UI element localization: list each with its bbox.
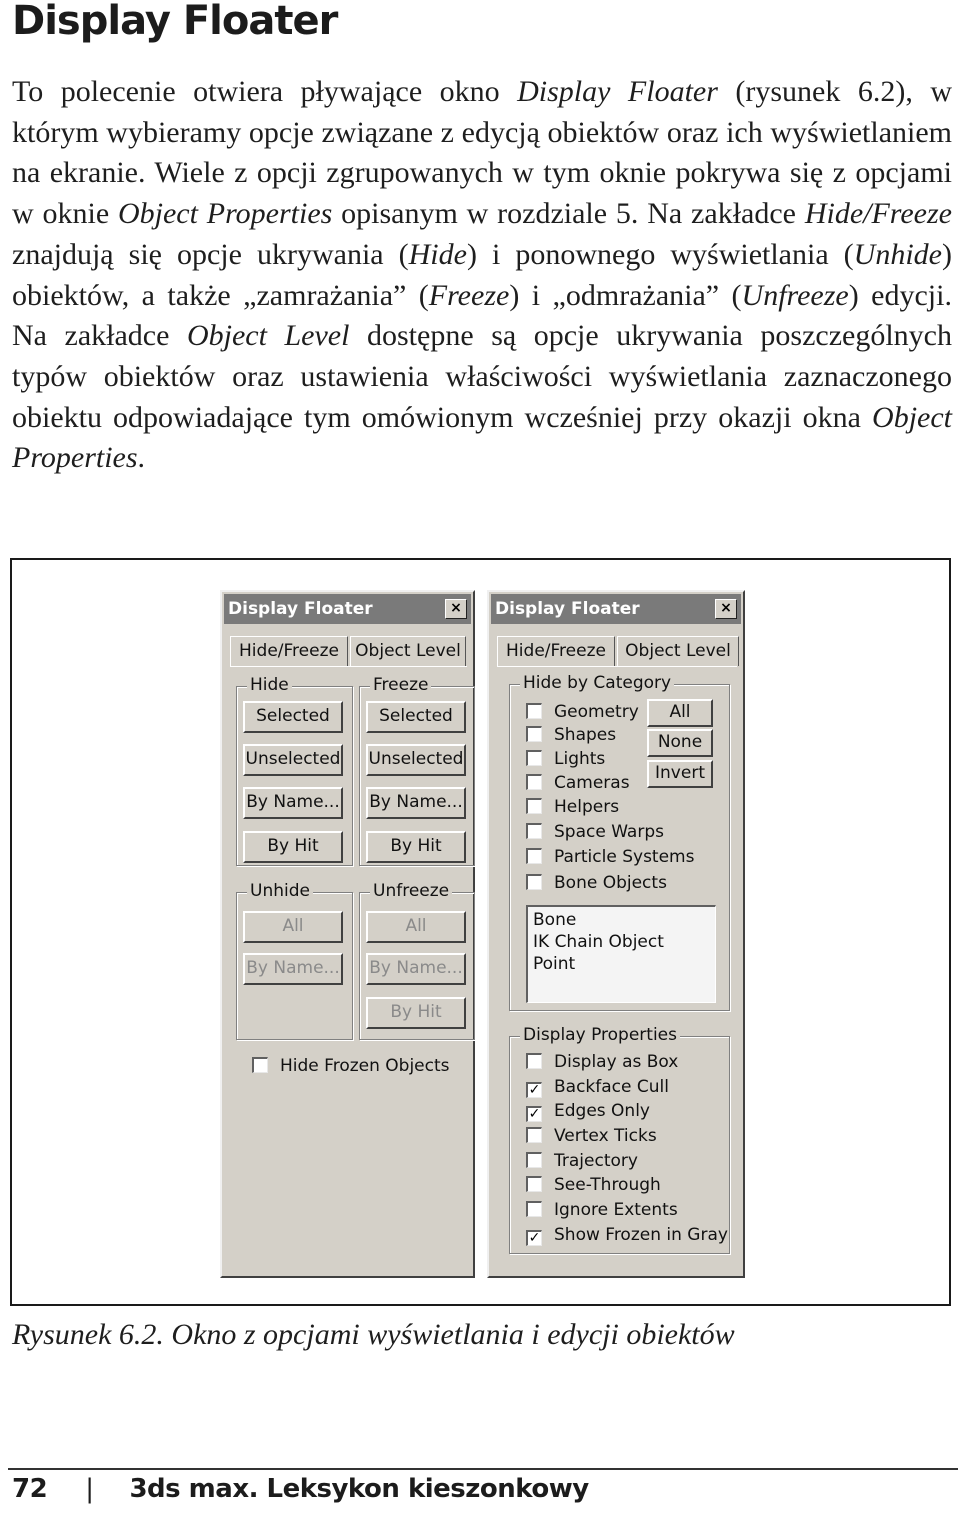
dialog-title: Display Floater (228, 599, 373, 619)
checkbox-unchecked-icon[interactable] (526, 1176, 542, 1192)
freeze-group (359, 675, 475, 866)
page-footer (12, 1474, 589, 1504)
object-type-list[interactable] (526, 905, 716, 1003)
category-shapes-checkbox[interactable] (526, 724, 616, 746)
checkbox-unchecked-icon[interactable] (526, 1127, 542, 1143)
hide-by-category-group (509, 673, 730, 1011)
unfreeze-group (359, 881, 475, 1040)
unhide-group-label: Unhide (247, 881, 313, 901)
list-item[interactable]: IK Chain Object (533, 932, 664, 952)
checkbox-label: Space Warps (554, 822, 664, 842)
unfreeze-all-button[interactable]: All (366, 911, 466, 943)
checkbox-label: Helpers (554, 797, 620, 817)
display-properties-group (509, 1025, 730, 1254)
unhide-by-name-button[interactable]: By Name... (243, 953, 343, 985)
checkbox-unchecked-icon[interactable] (526, 1201, 542, 1217)
tab-object-level[interactable]: Object Level (617, 636, 739, 666)
hide-frozen-objects-checkbox[interactable] (252, 1055, 450, 1077)
checkbox-label: See-Through (554, 1175, 661, 1195)
dialog-titlebar[interactable] (491, 594, 741, 624)
tab-hide-freeze[interactable]: Hide/Freeze (230, 636, 348, 666)
dialog-titlebar[interactable] (224, 594, 471, 624)
list-item[interactable]: Point (533, 954, 576, 974)
checkmark-icon[interactable]: ✓ (526, 1230, 542, 1246)
trajectory-checkbox[interactable] (526, 1150, 638, 1172)
hide-unselected-button[interactable]: Unselected (243, 744, 343, 776)
edges-only-checkbox[interactable] (526, 1100, 650, 1122)
checkmark-icon[interactable]: ✓ (526, 1082, 542, 1098)
checkbox-label: Edges Only (554, 1101, 650, 1121)
unhide-group (236, 881, 353, 1040)
checkmark-icon[interactable]: ✓ (526, 1106, 542, 1122)
checkbox-unchecked-icon[interactable] (526, 750, 542, 766)
show-frozen-in-gray-checkbox[interactable] (526, 1224, 728, 1246)
hide-by-hit-button[interactable]: By Hit (243, 831, 343, 863)
freeze-group-label: Freeze (370, 675, 431, 695)
category-invert-button[interactable]: Invert (647, 760, 713, 788)
tab-divider (497, 666, 737, 667)
checkbox-unchecked-icon[interactable] (526, 703, 542, 719)
checkbox-label: Particle Systems (554, 847, 695, 867)
checkbox-label: Geometry (554, 702, 639, 722)
checkbox-label: Show Frozen in Gray (554, 1225, 728, 1245)
unfreeze-by-hit-button[interactable]: By Hit (366, 997, 466, 1029)
hide-group (236, 675, 353, 866)
book-title: 3ds max. Leksykon kieszonkowy (129, 1474, 589, 1504)
list-item[interactable]: Bone (533, 910, 577, 930)
checkbox-label: Hide Frozen Objects (280, 1056, 450, 1076)
close-button[interactable]: × (715, 599, 737, 619)
checkbox-unchecked-icon[interactable] (526, 848, 542, 864)
display-floater-object-level (487, 590, 745, 1278)
dialog-title: Display Floater (495, 599, 640, 619)
category-particle-systems-checkbox[interactable] (526, 846, 694, 868)
backface-cull-checkbox[interactable] (526, 1076, 669, 1098)
category-cameras-checkbox[interactable] (526, 772, 630, 794)
category-lights-checkbox[interactable] (526, 748, 605, 770)
category-helpers-checkbox[interactable] (526, 796, 619, 818)
hide-selected-button[interactable]: Selected (243, 701, 343, 733)
checkbox-unchecked-icon[interactable] (526, 774, 542, 790)
checkbox-label: Backface Cull (554, 1077, 669, 1097)
checkbox-unchecked-icon[interactable] (526, 823, 542, 839)
category-space-warps-checkbox[interactable] (526, 821, 664, 843)
display-properties-label: Display Properties (520, 1025, 680, 1045)
figure-caption: Rysunek 6.2. Okno z opcjami wyświetlania i edycji obiektów (12, 1318, 735, 1351)
hide-group-label: Hide (247, 675, 292, 695)
category-all-button[interactable]: All (647, 699, 713, 727)
tab-object-level[interactable]: Object Level (350, 636, 466, 666)
freeze-unselected-button[interactable]: Unselected (366, 744, 466, 776)
category-bone-objects-checkbox[interactable] (526, 872, 667, 894)
category-geometry-checkbox[interactable] (526, 701, 639, 723)
figure-frame (10, 558, 951, 1306)
freeze-by-hit-button[interactable]: By Hit (366, 831, 466, 863)
checkbox-label: Bone Objects (554, 873, 667, 893)
body-paragraph: To polecenie otwiera pływające okno Display Floater (rysunek 6.2), w którym wybieramy opcje związane z edycją obiektów oraz ich wyświetlaniem na ekranie. Wiele z opcji zgrupowanych w tym oknie pokrywa się z opcjami w oknie Object Properties opisanym w rozdziale 5. Na zakładce Hide/Freeze znajdują się opcje ukrywania (Hide) i ponownego wyświetlania (Unhide) obiektów, a także „zamrażania” (Freeze) i „odmrażania” (Unfreeze) edycji. Na zakładce Object Level dostępne są opcje ukrywania poszczególnych typów obiektów oraz ustawienia właściwości wyświetlania zaznaczonego obiektu odpowiadające tym omówionym wcześniej przy okazji okna Object Properties. (12, 75, 952, 475)
page-number: 72 (12, 1474, 48, 1504)
checkbox-label: Vertex Ticks (554, 1126, 657, 1146)
hide-by-category-label: Hide by Category (520, 673, 674, 693)
checkbox-unchecked-icon[interactable] (526, 1053, 542, 1069)
vertex-ticks-checkbox[interactable] (526, 1125, 657, 1147)
checkbox-unchecked-icon[interactable] (526, 798, 542, 814)
checkbox-label: Cameras (554, 773, 630, 793)
hide-by-name-button[interactable]: By Name... (243, 787, 343, 819)
close-button[interactable]: × (445, 599, 467, 619)
see-through-checkbox[interactable] (526, 1174, 661, 1196)
unhide-all-button[interactable]: All (243, 911, 343, 943)
section-heading: Display Floater (12, 0, 338, 44)
tab-hide-freeze[interactable]: Hide/Freeze (497, 636, 615, 666)
category-none-button[interactable]: None (647, 729, 713, 757)
checkbox-label: Display as Box (554, 1052, 679, 1072)
unfreeze-by-name-button[interactable]: By Name... (366, 953, 466, 985)
unfreeze-group-label: Unfreeze (370, 881, 452, 901)
checkbox-unchecked-icon[interactable] (252, 1057, 268, 1073)
footer-separator: | (85, 1474, 94, 1504)
display-floater-hide-freeze (220, 590, 475, 1278)
footer-rule (8, 1468, 958, 1470)
tab-divider (230, 666, 467, 667)
checkbox-label: Lights (554, 749, 606, 769)
checkbox-label: Ignore Extents (554, 1200, 678, 1220)
checkbox-label: Shapes (554, 725, 617, 745)
checkbox-unchecked-icon[interactable] (526, 1152, 542, 1168)
freeze-selected-button[interactable]: Selected (366, 701, 466, 733)
display-as-box-checkbox[interactable] (526, 1051, 678, 1073)
freeze-by-name-button[interactable]: By Name... (366, 787, 466, 819)
checkbox-unchecked-icon[interactable] (526, 726, 542, 742)
checkbox-label: Trajectory (554, 1151, 638, 1171)
ignore-extents-checkbox[interactable] (526, 1199, 678, 1221)
checkbox-unchecked-icon[interactable] (526, 874, 542, 890)
